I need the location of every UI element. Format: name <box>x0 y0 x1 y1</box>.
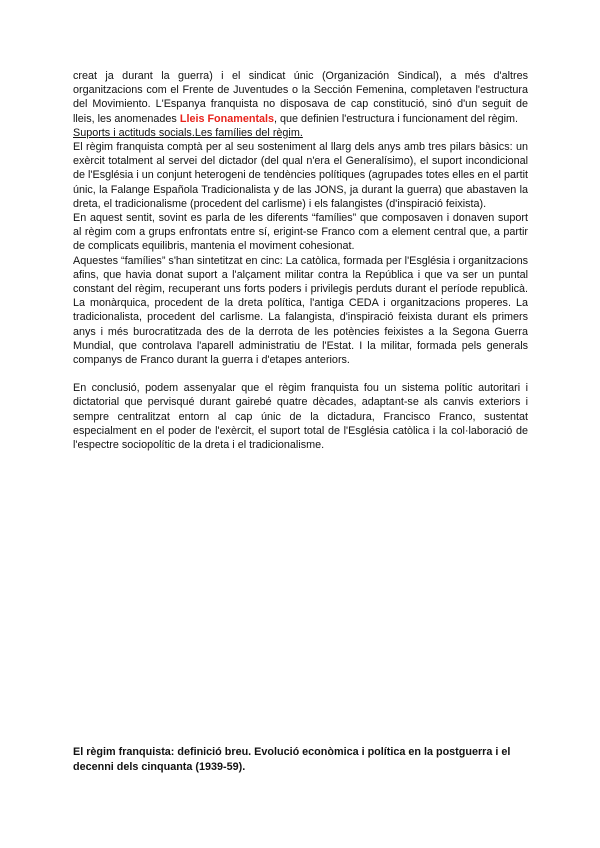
paragraph-five-families: Aquestes “famílies” s'han sintetitzat en cinc: La catòlica, formada per l'Església i organitzacions afins, que havia donat suport a l'alçament militar contra la República i que va ser un puntal constant del règim, recuperant uns forts poders i privilegis perduts durant el període republicà. La monàrquica, procedent de la dreta política, l'antiga CEDA i organitzacions properes. La tradicionalista, procedent del carlisme. La falangista, d'inspiració feixista durant els primers anys i més burocratitzada des de la derrota de les potències feixistes a la Segona Guerra Mundial, que controlava l'aparell administratiu de l'Estat. I la militar, formada pels generals companys de Franco durant la guerra i d'etapes anteriors. <box>73 254 528 367</box>
paragraph-spacer <box>73 367 528 381</box>
paragraph-conclusion: En conclusió, podem assenyalar que el règim franquista fou un sistema polític autoritari i dictatorial que pervisqué durant gairebé quatre dècades, adaptant-se als canvis exteriors i sempre centralitzat entorn al cap únic de la dictadura, Francisco Franco, sustentat especialment en el poder de l'exèrcit, el suport total de l'Església catòlica i la col·laboració de l'espectre sociopolític de la dreta i el tradicionalisme. <box>73 382 528 452</box>
paragraph-text: , que definien l'estructura i funcionament del règim. <box>274 112 518 125</box>
next-topic-heading: El règim franquista: definició breu. Evolució econòmica i política en la postguerra i el decenni dels cinquanta (1939-59). <box>73 746 511 773</box>
paragraph-text: creat ja durant la guerra) i el sindicat únic (Organización Sindical), a més d'altres organitzacions com el Frente de Juventudes o la Sección Femenina, completaven l'estructura del Movimiento. L'Espanya franquista no disposava de cap constitució, sinó d'un seguit de lleis, les anomenades <box>73 70 528 125</box>
document-body <box>73 69 528 452</box>
lleis-fonamentals-highlight: Lleis Fonamentals <box>179 112 275 125</box>
section-title: Suports i actituds socials.Les famílies del règim. <box>73 126 303 139</box>
paragraph-movimiento <box>73 69 528 126</box>
paragraph-pilars: El règim franquista comptà per al seu sosteniment al llarg dels anys amb tres pilars bàsics: un exèrcit totalment al servei del dictador (del qual n'era el Generalísimo), el suport incondicional de l'Església i un conjunt heterogeni de tendències polítiques (agrupades totes elles en el partit únic, la Falange Española Tradicionalista y de las JONS, ja durant la guerra) que abastaven la dreta, el tradicionalisme (procedent del carlisme) i els falangistes (d'inspiració feixista). <box>73 141 528 210</box>
paragraph-families-intro: En aquest sentit, sovint es parla de les diferents “famílies” que composaven i donaven suport al règim com a grups enfrontats entre sí, erigint-se Franco com a element central que, a partir de complicats equilibris, mantenia el moviment cohesionat. <box>73 212 528 253</box>
